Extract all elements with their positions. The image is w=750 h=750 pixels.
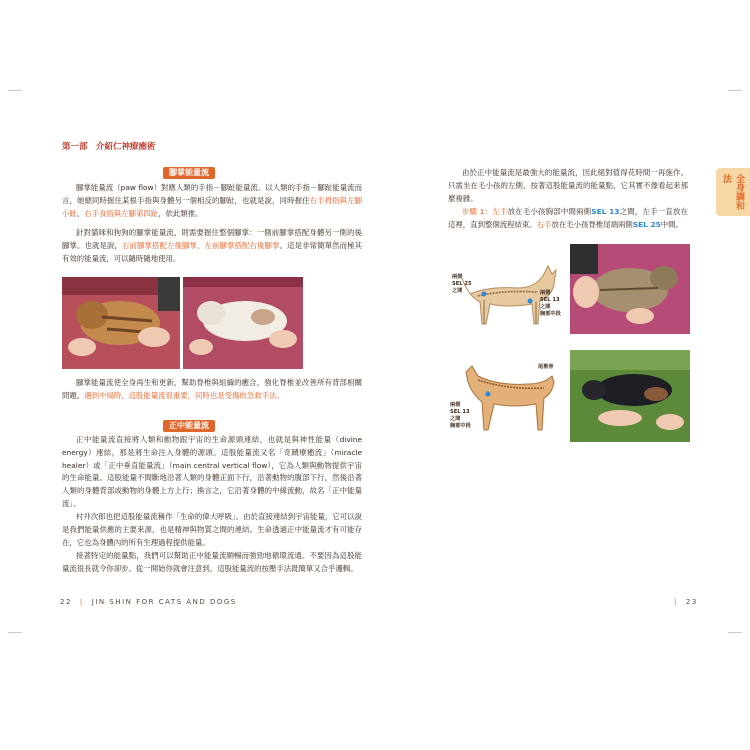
- crop-mark-tr: [728, 90, 742, 91]
- cat-label-sel13: 兩側: [540, 290, 551, 296]
- photo-black-dog-central-flow: [570, 350, 690, 442]
- section-tab: 全身調和法: [716, 168, 750, 216]
- central-flow-intro: 由於正中能量流是最強大的能量流，因此絕對值得花時間一再施作。只需坐在毛小孩的左側，按著這股能量流的能量點，它其實不像看起來那麼複雜。: [448, 168, 688, 203]
- section-title-paw-flow: 腳掌能量流: [163, 167, 215, 179]
- crop-mark-bl: [8, 632, 22, 633]
- crop-mark-tl: [8, 90, 22, 91]
- central-flow-paragraph-3: 接著特定的能量點，我們可以幫助正中能量流順暢而強勁地循環流通。不要因為這股能量流很長就令你卻步。從一開始你就會注意到，這股能量流的按壓手法既簡單又合乎邏輯。: [62, 551, 362, 573]
- photo-cat-paw-flow: [62, 277, 180, 369]
- dog-label-sel13: 兩側: [450, 402, 461, 408]
- crop-mark-br: [728, 632, 742, 633]
- dog-skeleton-diagram: [448, 350, 565, 442]
- paw-flow-paragraph-3: 腳掌能量流使全身再生和更新，幫助脊椎與組織的癒合，強化脊椎並改善所有背部相關問題。遇到中風時，這股能量流很重要，同時也是受傷的急救手法。: [62, 378, 362, 400]
- section-title-central-flow: 正中能量流: [163, 420, 215, 432]
- right-footer: | 23: [674, 598, 698, 606]
- svg-text:胸部中段: 胸部中段: [450, 423, 471, 429]
- central-flow-paragraph-1: 正中能量流直接將人類和動物跟宇宙的生命源頭連結，也就是與神性能量（divine energy）連結，那是將生命注入身體的源頭。這股能量流又名「奇蹟療癒流」（miracle healer）或「正中垂直能量流」（main central vertical flow），它為人類與動物提供宇宙的生命能量。這股能量不間斷地沿著人類的身體正面下行，沿著動物的腹部下行，然後沿著人類的身體背部或動物的身體上方上行；換言之，它沿著身體的中線流動，故名「正中能量流」。: [62, 435, 362, 508]
- chapter-header: 第一部 介紹仁神療癒術: [62, 142, 156, 152]
- step-1-text: 步驟 1：左手放在毛小孩胸部中間兩側SEL 13之間，左手一直放在這裡，直到整個流程結束。右手放在毛小孩脊椎尾端兩側SEL 25中間。: [448, 207, 688, 229]
- svg-text:之間: 之間: [450, 416, 461, 422]
- cat-label-sel25: 兩側: [452, 274, 463, 280]
- paw-flow-paragraph-1: 腳掌能量流（paw flow）對應人類的手指－腳趾能量流。以人類的手指－腳趾能量流而言，她總同時握住某根手指與身體另一個相反的腳趾，也就是說，同時握住右手拇指與左腳小趾、右手食指與左腳第四趾，依此類推。: [62, 183, 362, 218]
- cat-skeleton-diagram: [448, 244, 565, 334]
- central-flow-paragraph-2: 村井次郎也把這股能量流稱作「生命的偉大呼吸」。由於直接連結到宇宙能量，它可以說是我們能量供應的主要來源，也是精神與物質之間的連結。生命透過正中能量流才有可能存在，它也為身體內的所有生理過程提供能量。: [62, 512, 362, 547]
- svg-text:SEL 25: SEL 25: [452, 281, 472, 287]
- svg-text:之間: 之間: [540, 304, 551, 310]
- svg-text:SEL 13: SEL 13: [450, 409, 470, 415]
- page-number-right: 23: [685, 598, 698, 606]
- page-number-left: 22: [60, 598, 72, 606]
- paw-flow-paragraph-2: 針對貓咪和狗狗的腳掌能量流，則需要握住整個腳掌：一側前腳掌搭配身體另一側的後腳掌。也就是說，右前腳掌搭配左後腳掌，左前腳掌搭配右後腳掌。這是非常簡單然而極其有效的能量流，可以隨時隨地使用。: [62, 228, 362, 263]
- book-title: JIN SHIN FOR CATS AND DOGS: [91, 598, 237, 606]
- svg-text:SEL 13: SEL 13: [540, 297, 560, 303]
- left-footer: 22 | JIN SHIN FOR CATS AND DOGS: [60, 598, 237, 606]
- svg-text:胸部中段: 胸部中段: [540, 311, 561, 317]
- dog-label-tail: 尾椎骨: [538, 364, 554, 370]
- photo-white-cat-paw-flow: [183, 277, 303, 369]
- svg-text:之間: 之間: [452, 288, 463, 294]
- photo-tabby-cat-central-flow: [570, 244, 690, 334]
